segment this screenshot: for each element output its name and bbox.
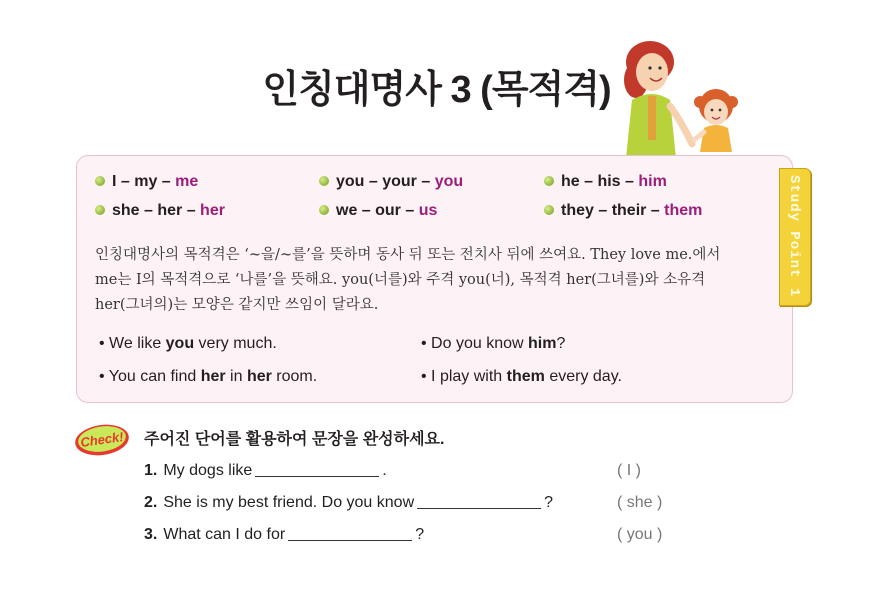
check-badge-icon [73, 423, 131, 457]
check-badge-label: Check! [79, 429, 125, 450]
green-bullet-icon [95, 176, 105, 186]
green-bullet-icon [319, 176, 329, 186]
study-point-tab-label: Study Point 1 [786, 175, 802, 298]
example-sentence: • Do you know him? [421, 335, 566, 352]
pronoun-item: they – their – them [544, 202, 702, 220]
explanation-line: her(그녀의)는 모양은 같지만 쓰임이 달라요. [95, 297, 379, 313]
explanation-line: me는 I의 목적격으로 ‘나를’을 뜻해요. you(너를)와 주격 you(너), 목적격 her(그녀를)와 소유격 [95, 272, 706, 288]
green-bullet-icon [95, 205, 105, 215]
question-hint: ( she ) [617, 494, 663, 511]
question-2: 2. She is my best friend. Do you know ? [144, 494, 554, 511]
page-title: 인칭대명사 3 (목적격) [262, 69, 611, 111]
pronoun-item: we – our – us [319, 202, 437, 220]
pronoun-item: he – his – him [544, 173, 667, 191]
question-3: 3. What can I do for ? [144, 526, 425, 543]
answer-blank[interactable] [417, 494, 541, 509]
instruction-text: 주어진 단어를 활용하여 문장을 완성하세요. [144, 431, 445, 448]
green-bullet-icon [544, 205, 554, 215]
answer-blank[interactable] [288, 526, 412, 541]
question-hint: ( you ) [617, 526, 663, 543]
mother-child-illustration [612, 40, 752, 158]
example-sentence: • I play with them every day. [421, 368, 622, 385]
study-point-tab [779, 168, 811, 306]
example-sentence: • You can find her in her room. [99, 368, 318, 385]
green-bullet-icon [544, 176, 554, 186]
example-sentence: • We like you very much. [99, 335, 277, 352]
question-1: 1. My dogs like . [144, 462, 387, 479]
answer-blank[interactable] [255, 462, 379, 477]
question-hint: ( I ) [617, 462, 641, 479]
pronoun-item: she – her – her [95, 202, 225, 220]
pronoun-item: you – your – you [319, 173, 463, 191]
pronoun-item: I – my – me [95, 173, 198, 191]
explanation-line: 인칭대명사의 목적격은 ‘~을/~를’을 뜻하며 동사 뒤 또는 전치사 뒤에 쓰여요. They love me.에서 [95, 247, 721, 263]
green-bullet-icon [319, 205, 329, 215]
